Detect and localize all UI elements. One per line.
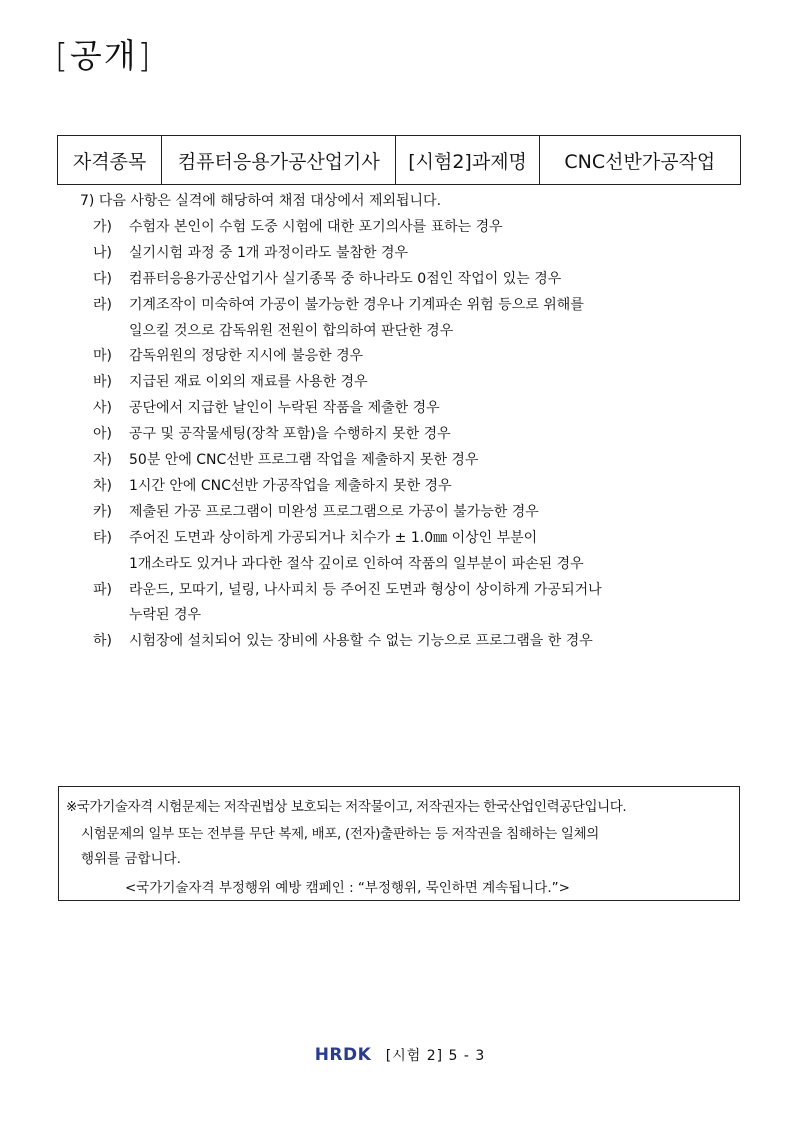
rule-text: 주어진 도면과 상이하게 가공되거나 치수가 ± 1.0㎜ 이상인 부분이	[129, 529, 538, 546]
exam-info-table	[57, 135, 741, 185]
rule-item	[93, 397, 440, 417]
rule-marker: 파)	[93, 581, 112, 598]
rule-continuation: 일으킬 것으로 감독위원 전원이 합의하여 판단한 경우	[129, 322, 454, 339]
rule-marker: 사)	[93, 400, 112, 417]
rule-item	[93, 268, 561, 288]
rule-marker: 다)	[93, 270, 112, 287]
rule-marker: 나)	[93, 244, 112, 261]
rule-marker: 바)	[93, 374, 112, 391]
rule-continuation: 1개소라도 있거나 과다한 절삭 깊이로 인하여 작품의 일부분이 파손된 경우	[129, 555, 584, 572]
rule-text: 공구 및 공작물세팅(장착 포함)을 수행하지 못한 경우	[129, 426, 451, 443]
public-badge: [공개]	[55, 36, 153, 75]
rule-marker: 자)	[93, 452, 112, 468]
rule-item	[93, 345, 363, 365]
rule-item	[93, 216, 503, 236]
rule-text: 제출된 가공 프로그램이 미완성 프로그램으로 가공이 불가능한 경우	[129, 503, 539, 520]
rule-marker: 아)	[93, 426, 112, 443]
rule-marker: 하)	[93, 633, 112, 650]
campaign-line: <국가기술자격 부정행위 예방 캠페인 : “부정행위, 묵인하면 계속됩니다.”>	[125, 880, 570, 896]
notice-line-2: 시험문제의 일부 또는 전부를 무단 복제, 배포, (전자)출판하는 등 저작권을 침해하는 일체의	[81, 826, 599, 842]
rule-marker: 마)	[93, 348, 112, 365]
task-name-value: CNC선반가공작업	[539, 136, 740, 185]
qualification-value: 컴퓨터응용가공산업기사	[162, 136, 396, 185]
rule-item	[93, 423, 451, 443]
qualification-label: 자격종목	[58, 136, 162, 185]
rule-text: 수험자 본인이 수험 도중 시험에 대한 포기의사를 표하는 경우	[129, 218, 503, 235]
rule-text: 50분 안에 CNC선반 프로그램 작업을 제출하지 못한 경우	[129, 452, 479, 468]
rule-item	[93, 527, 537, 547]
rule-marker: 라)	[93, 296, 112, 313]
rules-heading: 7) 다음 사항은 실격에 해당하여 채점 대상에서 제외됩니다.	[80, 193, 442, 209]
task-name-label: [시험2]과제명	[396, 136, 539, 185]
rule-marker: 카)	[93, 503, 112, 520]
rule-text: 지급된 재료 이외의 재료를 사용한 경우	[129, 374, 368, 391]
notice-line-1: ※국가기술자격 시험문제는 저작권법상 보호되는 저작물이고, 저작권자는 한국산업인력공단입니다.	[66, 799, 627, 815]
page-number: [시험 2] 5 - 3	[385, 1048, 486, 1064]
rule-item	[93, 630, 593, 650]
rule-text: 1시간 안에 CNC선반 가공작업을 제출하지 못한 경우	[129, 477, 452, 494]
rule-item	[93, 449, 478, 469]
rule-text: 라운드, 모따기, 널링, 나사피치 등 주어진 도면과 형상이 상이하게 가공되거나	[129, 581, 602, 598]
rule-item	[93, 371, 368, 391]
rule-marker: 타)	[93, 529, 112, 546]
rule-text: 컴퓨터응용가공산업기사 실기종목 중 하나라도 0점인 작업이 있는 경우	[129, 270, 562, 287]
rule-item	[93, 294, 584, 314]
rule-marker: 차)	[93, 477, 112, 494]
rule-item	[93, 579, 602, 599]
rule-text: 실기시험 과정 중 1개 과정이라도 불참한 경우	[129, 244, 409, 261]
notice-line-3: 행위를 금합니다.	[81, 851, 181, 867]
rule-item	[93, 242, 408, 262]
rule-text: 감독위원의 정당한 지시에 불응한 경우	[129, 348, 364, 365]
rule-continuation: 누락된 경우	[129, 607, 202, 624]
page-footer	[0, 1045, 800, 1065]
rule-item	[93, 475, 452, 495]
rule-text: 기계조작이 미숙하여 가공이 불가능한 경우나 기계파손 위험 등으로 위해를	[129, 296, 584, 313]
copyright-notice	[58, 786, 740, 901]
rule-text: 시험장에 설치되어 있는 장비에 사용할 수 없는 기능으로 프로그램을 한 경우	[129, 633, 593, 650]
rule-item	[93, 501, 539, 521]
rule-text: 공단에서 지급한 날인이 누락된 작품을 제출한 경우	[129, 400, 440, 417]
hrdk-logo: HRDK	[314, 1045, 372, 1065]
rule-marker: 가)	[93, 218, 112, 235]
